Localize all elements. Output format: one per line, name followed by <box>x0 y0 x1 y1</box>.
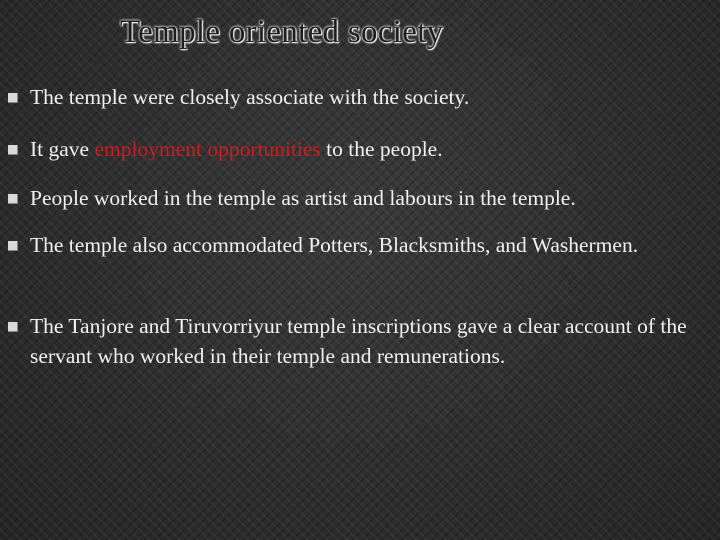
bullet-text: The temple also accommodated Potters, Blacksmiths, and Washermen. <box>30 233 639 257</box>
slide-title: Temple oriented society <box>120 14 444 50</box>
bullet-text-post: to the people. <box>320 137 443 161</box>
bullet-text: The Tanjore and Tiruvorriyur temple inscriptions gave a clear account of the servant who worked in their temple and remunerations. <box>30 314 687 368</box>
square-bullet-icon <box>8 322 18 332</box>
bullet-highlight: employment opportunities <box>94 137 321 161</box>
bullet-text-pre: It gave <box>30 137 95 161</box>
bullet-item <box>8 82 708 112</box>
square-bullet-icon <box>8 194 18 204</box>
square-bullet-icon <box>8 241 18 251</box>
bullet-text: People worked in the temple as artist and labours in the temple. <box>30 186 576 210</box>
bullet-item <box>8 134 708 164</box>
bullet-item <box>8 230 650 260</box>
square-bullet-icon <box>8 145 18 155</box>
bullet-item <box>8 183 708 213</box>
bullet-text: The temple were closely associate with the society. <box>30 85 470 109</box>
bullet-item <box>8 311 698 371</box>
square-bullet-icon <box>8 93 18 103</box>
